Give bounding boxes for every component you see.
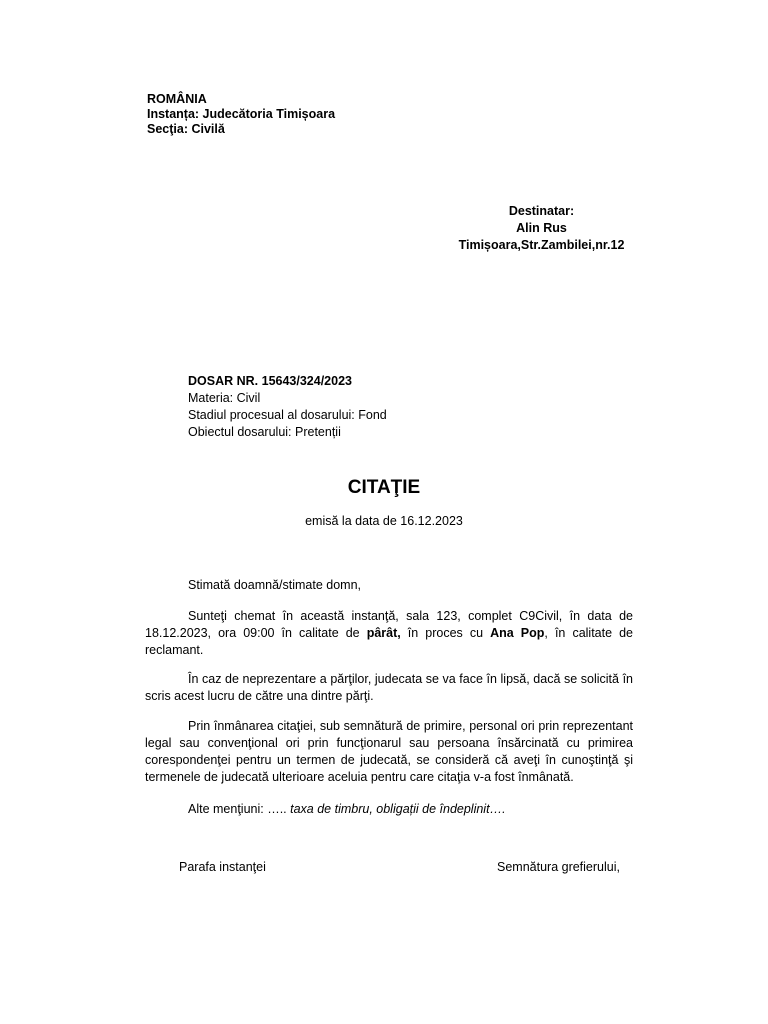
recipient-address: Timișoara,Str.Zambilei,nr.12 <box>458 238 625 252</box>
document-title: CITAŢIE <box>347 477 421 498</box>
court-seal-label: Parafa instanţei <box>179 860 266 874</box>
court-section: Secţia: Civilă <box>147 122 225 136</box>
delivery-text: Prin înmânarea citaţiei, sub semnătură de primire, personal ori prin reprezentant legal sau convenţional ori prin funcţionarul sau persoana însărcinată cu primirea corespondenţei pentru un termen de judecată, se consideră că aveţi în cunoştinţă şi termenele de judecată ulterioare aceluia pentru care citaţia v-a fost înmânată. <box>145 719 633 784</box>
absence-text: În caz de neprezentare a părţilor, judecata se va face în lipsă, dacă se solicită în scris acest lucru de către una dintre părţi. <box>145 672 633 703</box>
issue-date: emisă la data de 16.12.2023 <box>305 514 463 528</box>
case-object: Obiectul dosarului: Pretenții <box>188 425 341 439</box>
case-matter: Materia: Civil <box>188 391 261 405</box>
clerk-signature-label: Semnătura grefierului, <box>497 860 620 874</box>
other-mentions-end: …. <box>489 802 506 816</box>
summons-middle: în proces cu <box>400 626 491 640</box>
salutation: Stimată doamnă/stimate domn, <box>188 578 361 592</box>
other-mentions <box>188 802 506 817</box>
absence-paragraph <box>145 671 633 705</box>
recipient-label: Destinatar: <box>508 204 575 218</box>
country-label: ROMÂNIA <box>147 92 207 106</box>
court-name: Instanța: Judecătoria Timișoara <box>147 107 336 121</box>
summons-end: , în calitate de reclamant. <box>145 626 634 657</box>
summons-paragraph <box>145 608 633 659</box>
case-number: DOSAR NR. 15643/324/2023 <box>188 374 352 388</box>
case-stage: Stadiul procesual al dosarului: Fond <box>188 408 387 422</box>
court-header <box>147 92 335 137</box>
recipient-name: Alin Rus <box>516 221 567 235</box>
other-mentions-label: Alte menţiuni: ….. <box>188 802 287 816</box>
party-role: pârât, <box>366 626 401 640</box>
delivery-paragraph <box>145 718 633 786</box>
opposing-party: Ana Pop <box>490 626 545 640</box>
other-mentions-text: taxa de timbru, obligații de îndeplinit <box>286 802 490 816</box>
recipient-block <box>440 204 643 255</box>
summons-text: Sunteţi chemat în această instanţă, sala 123, complet C9Civil, în data de 18.12.2023, ora 09:00 în calitate de <box>145 609 633 640</box>
case-details <box>188 374 387 442</box>
